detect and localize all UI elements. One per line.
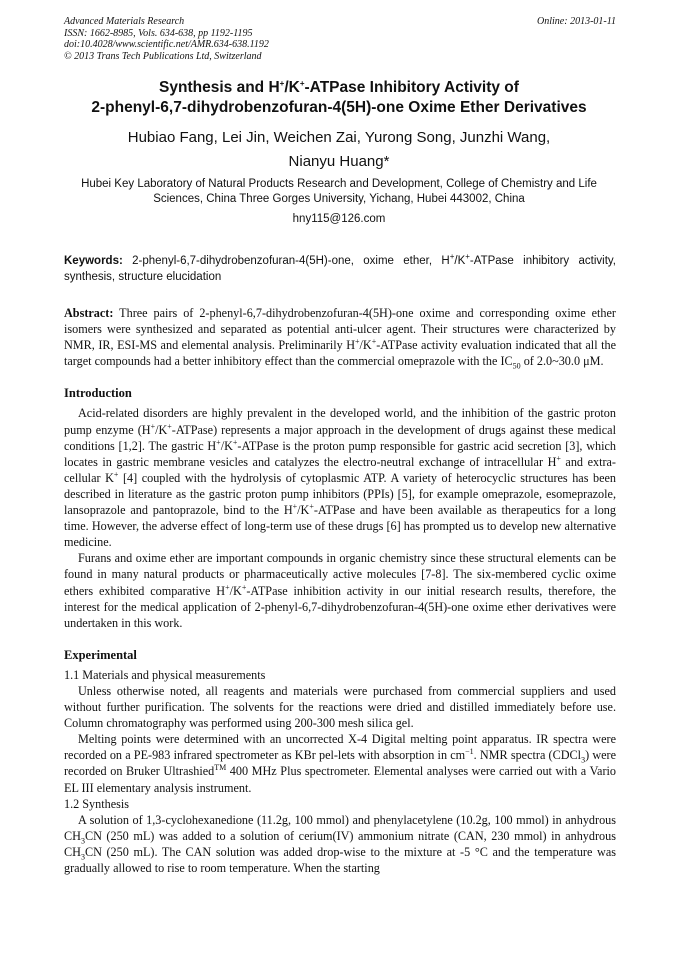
keywords-label: Keywords: [64,255,123,267]
journal-issn: ISSN: 1662-8985, Vols. 634-638, pp 1192-1195 [64,27,253,39]
authors-line-1: Hubiao Fang, Lei Jin, Weichen Zai, Yurong Song, Junzhi Wang, [127,129,551,146]
abstract-label: Abstract: [64,306,114,320]
online-date: Online: 2013-01-11 [537,16,616,27]
abstract: Abstract: Three pairs of 2-phenyl-6,7-dihydrobenzofuran-4(5H)-one oxime and corresponding oxime ether isomers were synthesized and separated as potential anti-ulcer agent. Their structures were characterized by NMR, IR, ESI-MS and elemental analysis. Preliminarily H+/K+-ATPase activity evaluation indicated that all the target compounds had a better inhibitory effect than the commercial omeprazole with the $IC_{50}$ of 2.0~30.0 μM. Introduction Acid-related disorders are highly prevalent in the developed world, and the inhibition of the gastric proton pump enzyme (H+/K+-ATPase) represents a major approach in the development of drugs against these medical conditions [1,2]. The gastric H+/K+-ATPase is the proton pump responsible for gastric acid secretion [3], which locates in gastric membrane vesicles and catalyzes the electro-neutral exchange of intracellular H+ and extra-cellular K+ [4] coupled with the hydrolysis of cytoplasmic ATP. A variety of heterocyclic structures has been described in literature as the gastric proton pump inhibitors (PPIs) [5], for example omeprazole, esomeprazole, lansoprazole and pantoprazole, bind to the H+/K+-ATPase and have been available as therapeutics for a long time. However, the adverse effect of long-term use of these drugs [6] has prompted us to develop new alternative medicine. Furans and oxime ether are important compounds in organic chemistry since these structural elements can be found in many natural products or pharmaceutically active molecules [7-8]. The six-membered cyclic oxime ethers exhibited comparative H+/K+-ATPase inhibition activity in our initial research results, therefore, the interest for the medical application of 2-phenyl-6,7-dihydrobenzofuran-4(5H)-one oxime ether derivatives were undertaken in this work. Experimental 1.1 Materials and physical measurements Unless otherwise noted, all reagents and materials were purchased from commercial suppliers and used without further purification. The solvents for the reactions were dried and distilled immediately before use. Column chromatography was performed using 200-300 mesh silica gel. Melting points were determined with an uncorrected X-4 Digital melting point apparatus. IR spectra were recorded on a PE-983 infrared spectrometer as KBr pel-lets with absorption in $cm^{-1}$. NMR spectra (CDCl$_3$) were recorded on Bruker Ultrashied™ 400 MHz Plus spectrometer. Elemental analyses were carried out with a Vario EL III elementary analysis instrument. 1.2 Synthesis A solution of 1,3-cyclohexanedione (11.2g, 100 mmol) and phenylacetylene (10.2g, 100 mmol) in anhydrous $CH_3CN$ (250 mL) was added to a solution of cerium(IV) ammonium nitrate (CAN, 230 mmol) in anhydrous $CH_3CN$ (250 mL). The CAN solution was added drop-wise to the mixture at -5 °C and the temperature was gradually allowed to rise to room temperature. When the starting [64,306,617,875]
journal-name: Advanced Materials Research [64,16,185,27]
title-line-2: 2-phenyl-6,7-dihydrobenzofuran-4(5H)-one Oxime Ether Derivatives [91,99,587,116]
subsection-1-1: 1.1 Materials and physical measurements [64,667,266,682]
introduction-heading: Introduction [64,386,132,401]
author-list [40,126,638,174]
affiliation: Hubei Key Laboratory of Natural Products Research and Development, College of Chemistry and Life Sciences, China Three Gorges University, Yichang, Hubei 443002, China [81,178,597,205]
introduction-paragraph-2: Furans and oxime ether are important compounds in organic chemistry since these structural elements can be found in many natural products or pharmaceutically active molecules [7-8]. The six-membered cyclic oxime ethers exhibited comparative H+/K+-ATPase inhibition activity in our initial research results, therefore, the interest for the medical application of 2-phenyl-6,7-dihydrobenzofuran-4(5H)-one oxime ether derivatives were undertaken in this work. [64,551,617,630]
experimental-paragraph-1: Unless otherwise noted, all reagents and materials were purchased from commercial suppliers and used without further purification. The solvents for the reactions were dried and distilled immediately before use. Column chromatography was performed using 200-300 mesh silica gel. [64,683,616,731]
paper-title [40,78,638,118]
introduction-paragraph-1: Acid-related disorders are highly prevalent in the developed world, and the inhibition of the gastric proton pump enzyme (H+/K+-ATPase) represents a major approach in the development of drugs against these medical conditions [1,2]. The gastric H+/K+-ATPase is the proton pump responsible for gastric acid secretion [3], which locates in gastric membrane vesicles and catalyzes the electro-neutral exchange of intracellular H+ and extra-cellular K+ [4] coupled with the hydrolysis of cytoplasmic ATP. A variety of heterocyclic structures has been described in literature as the gastric proton pump inhibitors (PPIs) [5], for example omeprazole, esomeprazole, lansoprazole and pantoprazole, bind to the H+/K+-ATPase and have been available as therapeutics for a long time. However, the adverse effect of long-term use of these drugs [6] has prompted us to develop new alternative medicine. [64,406,616,550]
title-line-1: Synthesis and H+/K+-ATPase Inhibitory Activity of [159,78,519,96]
experimental-paragraph-3: A solution of 1,3-cyclohexanedione (11.2g, 100 mmol) and phenylacetylene (10.2g, 100 mmol) in anhydrous $CH_3CN$ (250 mL) was added to a solution of cerium(IV) ammonium nitrate (CAN, 230 mmol) in anhydrous $CH_3CN$ (250 mL). The CAN solution was added drop-wise to the mixture at -5 °C and the temperature was gradually allowed to rise to room temperature. When the starting [64,812,616,875]
experimental-heading: Experimental [64,647,137,662]
journal-header [64,16,616,62]
journal-copyright: © 2013 Trans Tech Publications Ltd, Switzerland [64,50,262,62]
experimental-paragraph-2: Melting points were determined with an uncorrected X-4 Digital melting point apparatus. IR spectra were recorded on a PE-983 infrared spectrometer as KBr pel-lets with absorption in $cm^{-1}$. NMR spectra (CDCl$_3$) were recorded on Bruker Ultrashied™ 400 MHz Plus spectrometer. Elemental analyses were carried out with a Vario EL III elementary analysis instrument. [64,732,616,795]
corresponding-email[interactable]: hny115@126.com [292,213,386,225]
journal-doi: doi:10.4028/www.scientific.net/AMR.634-638.1192 [64,39,269,50]
subsection-1-2: 1.2 Synthesis [64,796,130,811]
keywords: Keywords: 2-phenyl-6,7-dihydrobenzofuran-4(5H)-one, oxime ether, H+/K+-ATPase inhibitory activity, synthesis, structure elucidation [64,252,616,283]
authors-line-2: Nianyu Huang* [288,153,390,170]
